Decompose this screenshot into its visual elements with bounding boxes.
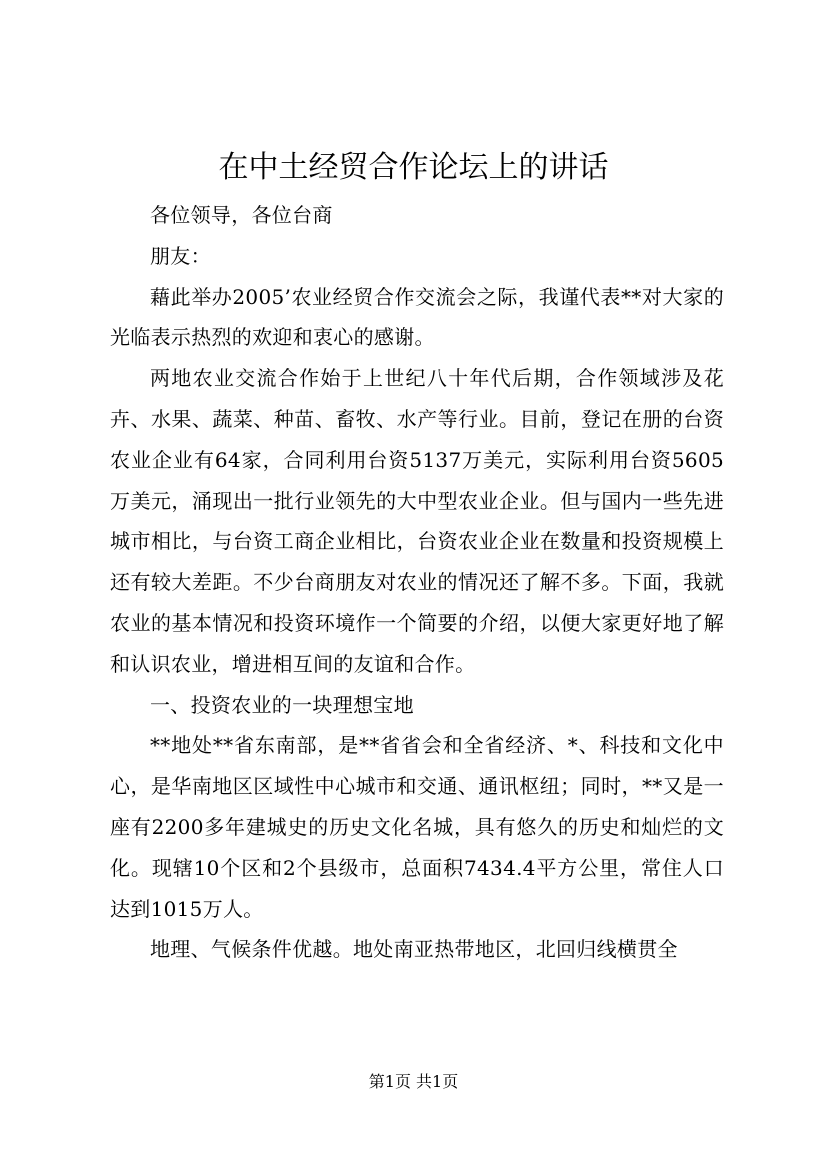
document-body bbox=[110, 195, 724, 970]
page-footer: 第1页 共1页 bbox=[368, 1072, 459, 1091]
greeting-line: 各位领导，各位台商 bbox=[150, 203, 333, 227]
paragraph-geography: 地理、气候条件优越。地处南亚热带地区，北回归线横贯全 bbox=[150, 937, 678, 962]
paragraph-cooperation: 两地农业交流合作始于上世纪八十年代后期，合作领域涉及花卉、水果、蔬菜、种苗、畜牧、水产等行业。目前，登记在册的台资农业企业有64家，合同利用台资5137万美元，实际利用台资5605万美元，涌现出一批行业领先的大中型农业企业。但与国内一些先进城市相比，与台资工商企业相比，台资农业企业在数量和投资规模上还有较大差距。不少台商朋友对农业的情况还了解不多。下面，我就农业的基本情况和投资环境作一个简要的介绍，以便大家更好地了解和认识农业，增进相互间的友谊和合作。 bbox=[110, 366, 724, 676]
section-heading-1: 一、投资农业的一块理想宝地 bbox=[150, 692, 414, 717]
paragraph-welcome: 藉此举办2005’农业经贸合作交流会之际，我谨代表**对大家的光临表示热烈的欢迎和衷心的感谢。 bbox=[110, 284, 724, 350]
document-title: 在中土经贸合作论坛上的讲话 bbox=[218, 150, 609, 185]
greeting-continuation: 朋友： bbox=[150, 243, 211, 268]
paragraph-location: **地处**省东南部，是**省省会和全省经济、*、科技和文化中心，是华南地区区域性中心城市和交通、通讯枢纽；同时，**又是一座有2200多年建城史的历史文化名城，具有悠久的历史和灿烂的文化。现辖10个区和2个县级市，总面积7434.4平方公里，常住人口达到1015万人。 bbox=[110, 733, 724, 921]
